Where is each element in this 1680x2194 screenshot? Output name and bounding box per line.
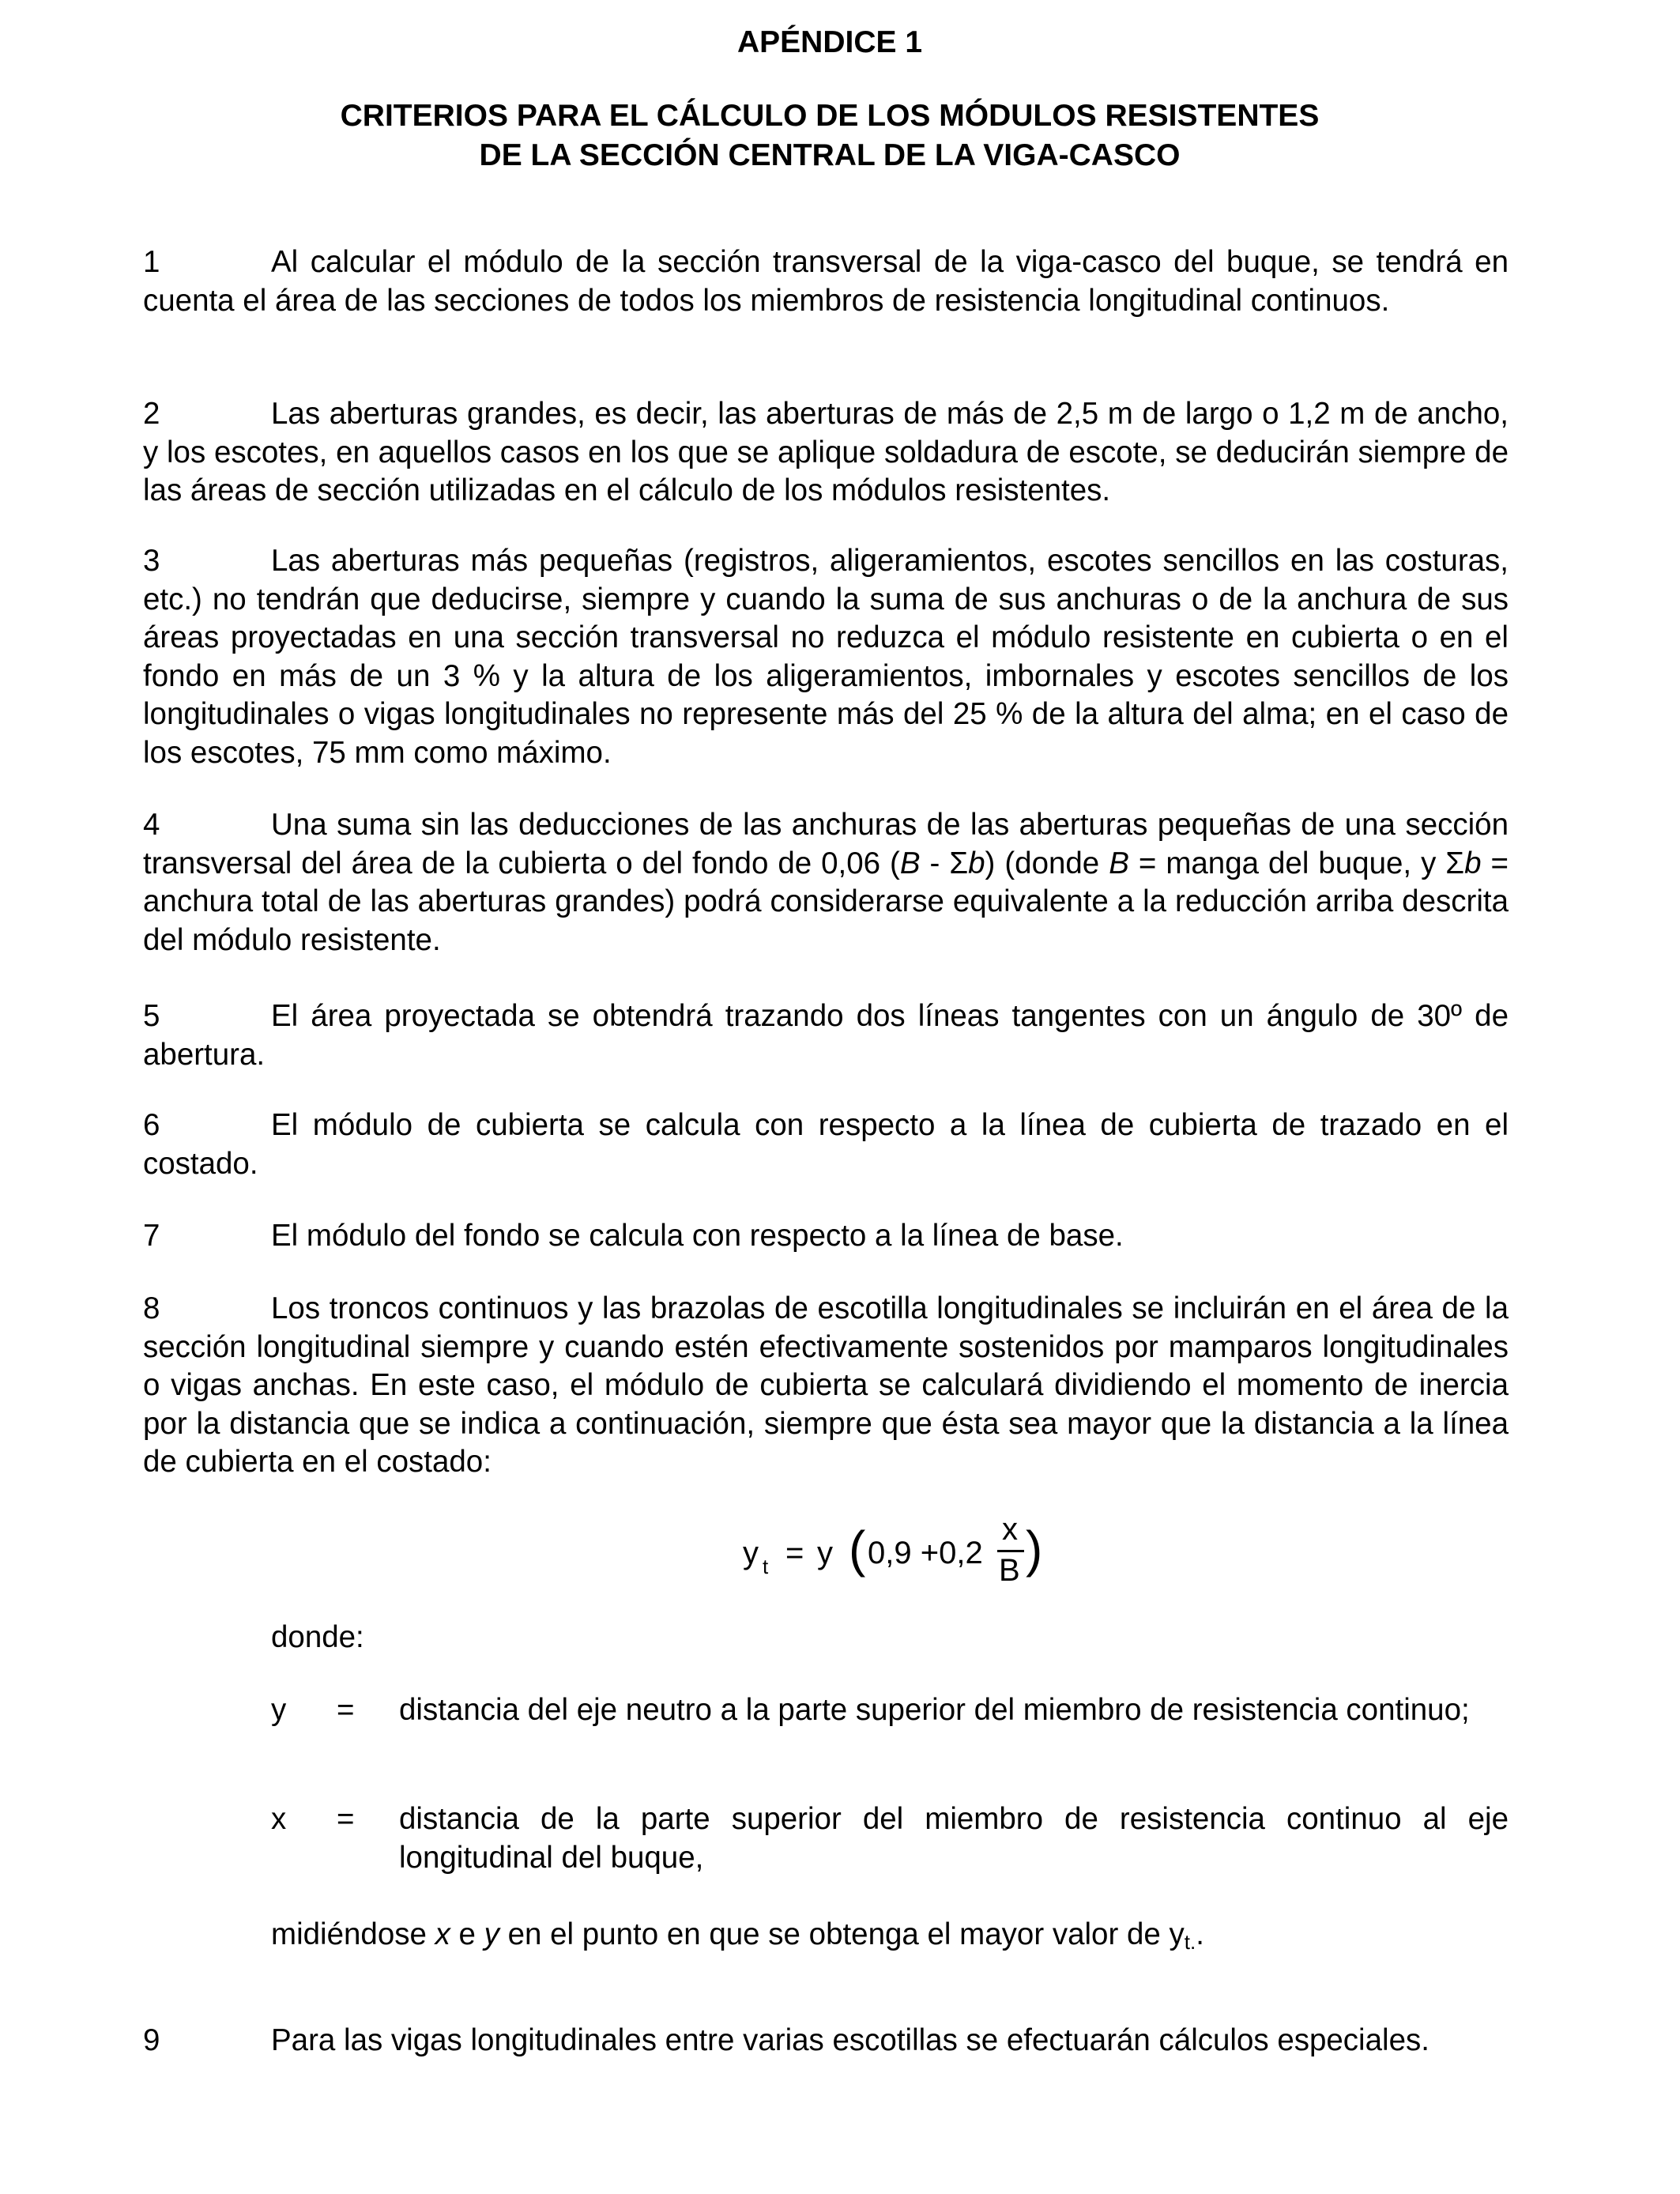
paragraph-number: 4: [143, 808, 160, 842]
paragraph-8: [143, 1290, 1509, 1482]
formula-close-paren: ): [1026, 1521, 1043, 1578]
paragraph-number: 7: [143, 1219, 160, 1253]
paragraph-number: 9: [143, 2023, 160, 2057]
title-line-1: CRITERIOS PARA EL CÁLCULO DE LOS MÓDULOS RESISTENTES: [340, 99, 1320, 133]
definition-text: distancia de la parte superior del miembro de resistencia continuo al eje longitudinal del buque,: [399, 1802, 1509, 1875]
note-text: .: [1196, 1917, 1204, 1951]
definition-symbol: y: [271, 1693, 287, 1727]
paragraph-text: Al calcular el módulo de la sección transversal de la viga-casco del buque, se tendrá en cuenta el área de las secciones de todos los miembros de resistencia longitudinal continuos.: [143, 245, 1509, 318]
paragraph-6: [143, 1106, 1509, 1183]
document-title: [0, 96, 1659, 175]
paragraph-9: [143, 2022, 1509, 2060]
paragraph-text: Las aberturas grandes, es decir, las aberturas de más de 2,5 m de largo o 1,2 m de ancho, y los escotes, en aquellos casos en los que se aplique soldadura de escote, se deducirán siempre de las áreas de sección utilizadas en el cálculo de los módulos resistentes.: [143, 397, 1509, 507]
paragraph-text: Los troncos continuos y las brazolas de escotilla longitudinales se incluirán en el área de la sección longitudinal siempre y cuando estén efectivamente sostenidos por mamparos longitudinales o vigas anchas. En este caso, el módulo de cubierta se calculará dividiendo el momento de inercia por la distancia que se indica a continuación, siempre que ésta sea mayor que la distancia a la línea de cubierta en el costado:: [143, 1291, 1509, 1479]
paragraph-2: [143, 395, 1509, 511]
symbol-y: y: [484, 1917, 499, 1951]
paragraph-text: Una suma sin las deducciones de las anchuras de las aberturas pequeñas de una sección transversal del área de la cubierta o del fondo de 0,06 (: [143, 808, 1509, 880]
paragraph-text: ) (donde: [985, 846, 1109, 880]
symbol-B: B: [899, 846, 921, 880]
formula-lhs: y: [743, 1536, 759, 1570]
definition-equals: =: [337, 1693, 355, 1727]
formula-equals: =: [785, 1536, 804, 1570]
formula-numerator: x: [1002, 1512, 1018, 1547]
symbol-x: x: [435, 1917, 450, 1951]
paragraph-1: [143, 243, 1509, 320]
fraction-bar: [997, 1550, 1024, 1552]
formula: [735, 1514, 1051, 1600]
symbol-B: B: [1109, 846, 1129, 880]
symbol-b: b: [968, 846, 985, 880]
paragraph-3: [143, 542, 1509, 772]
paragraph-number: 1: [143, 245, 160, 279]
note-text: midiéndose: [271, 1917, 435, 1951]
formula-lhs-subscript: t: [763, 1555, 769, 1578]
paragraph-text: Para las vigas longitudinales entre varias escotillas se efectuarán cálculos especiales.: [271, 2023, 1430, 2057]
title-line-2: DE LA SECCIÓN CENTRAL DE LA VIGA-CASCO: [479, 138, 1181, 172]
paragraph-text: El módulo del fondo se calcula con respecto a la línea de base.: [271, 1219, 1124, 1253]
definition-equals: =: [337, 1802, 355, 1836]
paragraph-number: 3: [143, 544, 160, 578]
paragraph-text: = anchura total de las aberturas grandes) podrá considerarse equivalente a la reducción arriba descrita del módulo resistente.: [143, 846, 1509, 957]
paragraph-number: 6: [143, 1108, 160, 1142]
formula-denominator: B: [999, 1553, 1020, 1588]
appendix-heading: APÉNDICE 1: [736, 25, 923, 59]
note-text: e: [450, 1917, 484, 1951]
paragraph-number: 5: [143, 999, 160, 1033]
paragraph-text: El área proyectada se obtendrá trazando dos líneas tangentes con un ángulo de 30º de abertura.: [143, 999, 1509, 1072]
note-text: en el punto en que se obtenga el mayor valor de y: [499, 1917, 1185, 1951]
paragraph-text: El módulo de cubierta se calcula con respecto a la línea de cubierta de trazado en el costado.: [143, 1108, 1509, 1181]
subscript-t: t.: [1184, 1930, 1196, 1954]
paragraph-text: - Σ: [920, 846, 969, 880]
paragraph-7: [143, 1217, 1509, 1256]
measuring-note: [271, 1916, 1204, 1962]
paragraph-4: [143, 806, 1509, 959]
formula-open-paren: (: [849, 1521, 866, 1578]
formula-expression: 0,9 +0,2: [868, 1536, 983, 1570]
paragraph-5: [143, 997, 1509, 1074]
symbol-b: b: [1464, 846, 1482, 880]
paragraph-number: 8: [143, 1291, 160, 1325]
definition-text: distancia del eje neutro a la parte superior del miembro de resistencia continuo;: [399, 1693, 1470, 1727]
formula-rhs-y: y: [817, 1536, 833, 1570]
paragraph-number: 2: [143, 397, 160, 431]
definition-symbol: x: [271, 1802, 287, 1836]
paragraph-text: = manga del buque, y Σ: [1128, 846, 1465, 880]
where-label: donde:: [271, 1620, 364, 1654]
paragraph-text: Las aberturas más pequeñas (registros, aligeramientos, escotes sencillos en las costuras, etc.) no tendrán que deducirse, siempre y cuando la suma de sus anchuras o de la anchura de sus áreas proyectadas en una sección transversal no reduzca el módulo resistente en cubierta o en el fondo en más de un 3 % y la altura de los aligeramientos, imbornales y escotes sencillos de los longitudinales o vigas longitudinales no represente más del 25 % de la altura del alma; en el caso de los escotes, 75 mm como máximo.: [143, 544, 1509, 770]
